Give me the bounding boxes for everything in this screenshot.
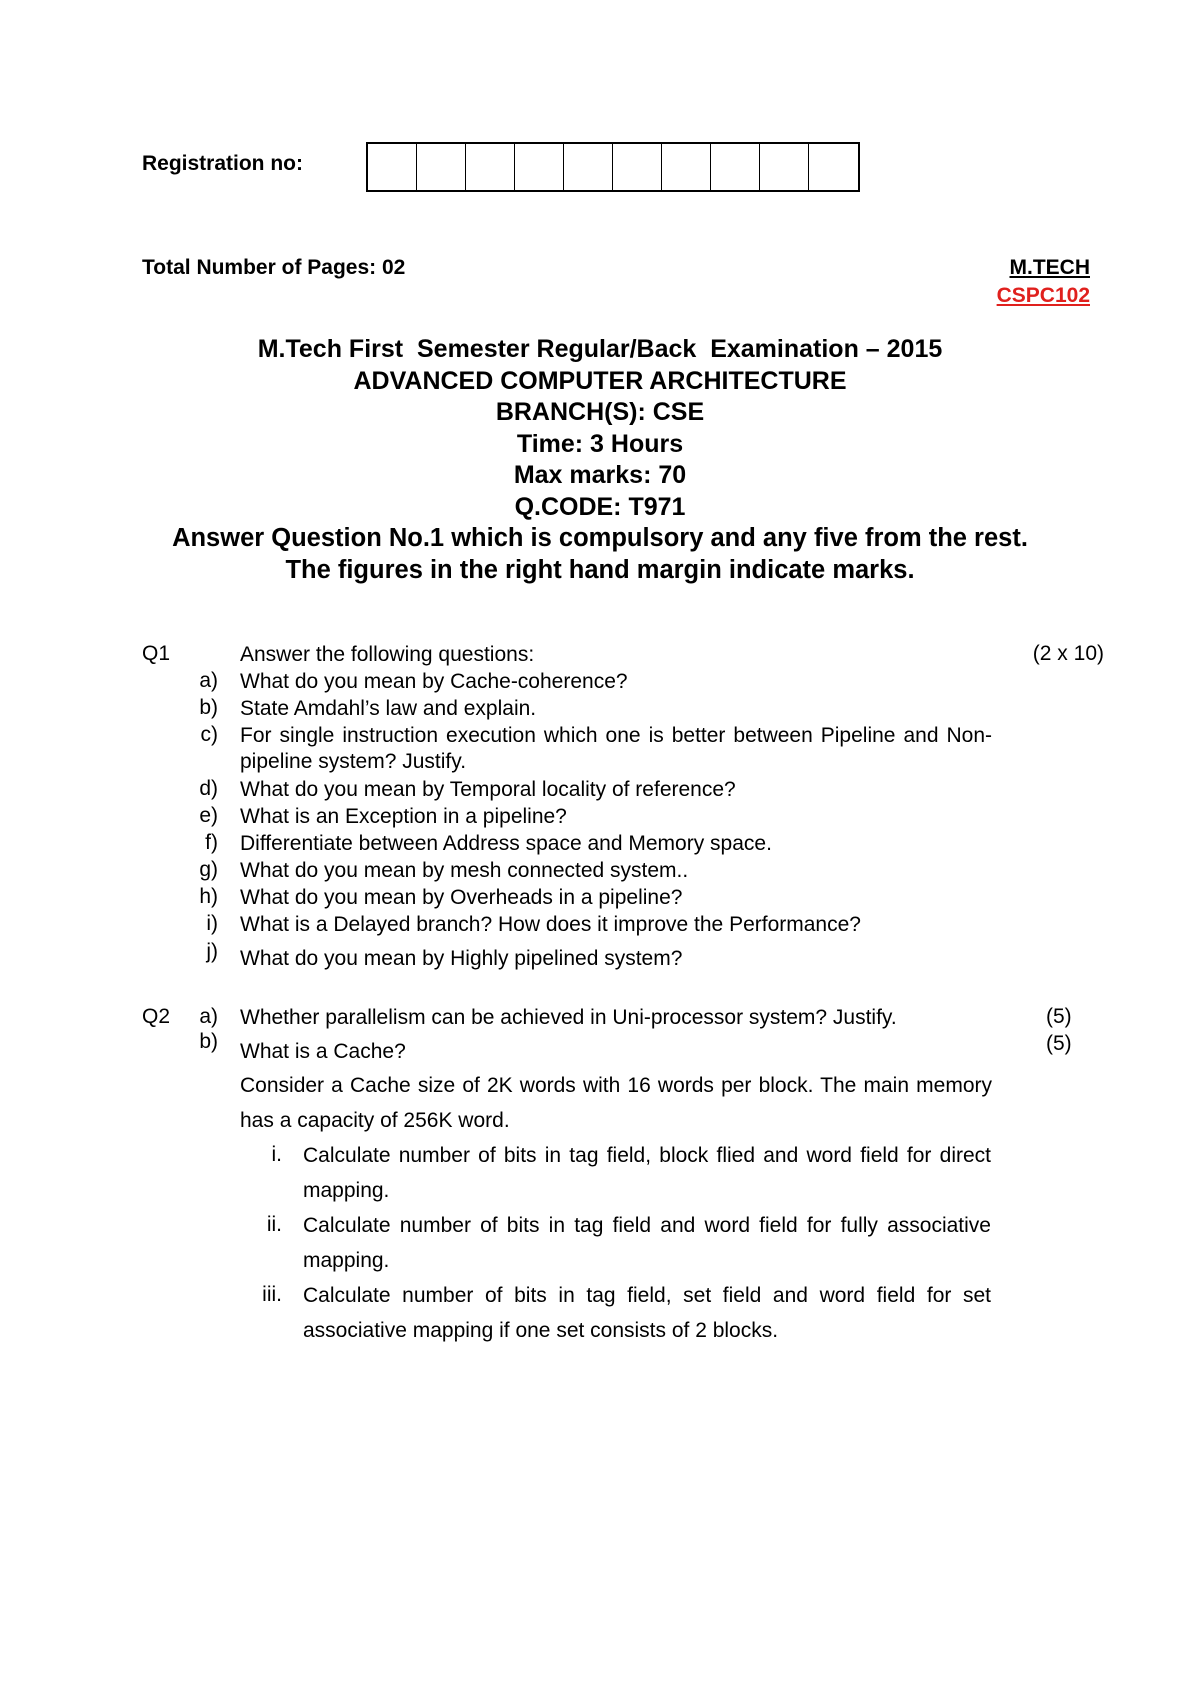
sub-question-text: Whether parallelism can be achieved in Uni-processor system? Justify. (240, 1006, 897, 1029)
sub-question-label: g) (199, 858, 218, 881)
sub-question-text: Differentiate between Address space and Memory space. (240, 832, 772, 855)
sub-question-label: c) (200, 723, 218, 746)
course-code: CSPC102 (996, 284, 1090, 307)
max-marks: Max marks: 70 (513, 461, 687, 489)
sub-question-label: h) (199, 885, 218, 908)
sub-part-label: ii. (266, 1213, 282, 1236)
exam-name: M.Tech First Semester Regular/Back Examination – 2015 (257, 335, 943, 363)
sub-question-label: a) (199, 669, 218, 692)
question-marks: (2 x 10) (1032, 642, 1104, 665)
sub-question-text: What do you mean by Highly pipelined system? (240, 947, 683, 970)
sub-question-label: f) (205, 831, 218, 854)
total-pages: Total Number of Pages: 02 (142, 256, 406, 279)
sub-question-label: j) (206, 940, 218, 963)
sub-part-text: Calculate number of bits in tag field and word field for fully associative mapping. (303, 1214, 991, 1272)
branch: BRANCH(S): CSE (495, 398, 705, 426)
question-number: Q2 (142, 1005, 171, 1028)
sub-question-label: e) (199, 804, 218, 827)
sub-part-label: i. (271, 1143, 282, 1166)
sub-question-text: What is a Cache? (240, 1040, 406, 1063)
sub-question-label: i) (206, 912, 218, 935)
sub-part-label: iii. (262, 1283, 282, 1306)
sub-question-label: a) (199, 1005, 218, 1028)
question-number: Q1 (142, 642, 171, 665)
sub-question-text: State Amdahl’s law and explain. (240, 697, 537, 720)
subject-name: ADVANCED COMPUTER ARCHITECTURE (353, 366, 847, 395)
sub-question-label: b) (199, 696, 218, 719)
cache-problem-statement: Consider a Cache size of 2K words with 16 words per block. The main memory has a capacity of 256K word. (240, 1074, 992, 1132)
question-code: Q.CODE: T971 (514, 492, 686, 521)
question-intro: Answer the following questions: (240, 643, 535, 666)
sub-part-text: Calculate number of bits in tag field, block flied and word field for direct mapping. (303, 1144, 991, 1202)
sub-question-text: What do you mean by Cache-coherence? (240, 670, 628, 693)
sub-question-text: What do you mean by Overheads in a pipeline? (240, 886, 683, 909)
sub-part-text: Calculate number of bits in tag field, set field and word field for set associative mapping if one set consists of 2 blocks. (303, 1284, 991, 1342)
sub-question-text: What is a Delayed branch? How does it improve the Performance? (240, 913, 861, 936)
sub-question-text: For single instruction execution which one is better between Pipeline and Non-pipeline system? Justify. (240, 724, 992, 773)
sub-question-text: What is an Exception in a pipeline? (240, 805, 567, 828)
exam-time: Time: 3 Hours (516, 429, 684, 458)
sub-question-marks: (5) (1046, 1032, 1072, 1055)
instruction-marks: The figures in the right hand margin indicate marks. (285, 555, 915, 584)
sub-question-text: What do you mean by Temporal locality of reference? (240, 778, 736, 801)
program-name: M.TECH (1009, 256, 1090, 279)
sub-question-label: d) (199, 777, 218, 800)
sub-question-text: What do you mean by mesh connected system.. (240, 859, 689, 882)
sub-question-label: b) (199, 1030, 218, 1053)
sub-question-marks: (5) (1046, 1005, 1072, 1028)
registration-label: Registration no: (142, 152, 303, 175)
instruction-compulsory: Answer Question No.1 which is compulsory and any five from the rest. (172, 524, 1028, 552)
